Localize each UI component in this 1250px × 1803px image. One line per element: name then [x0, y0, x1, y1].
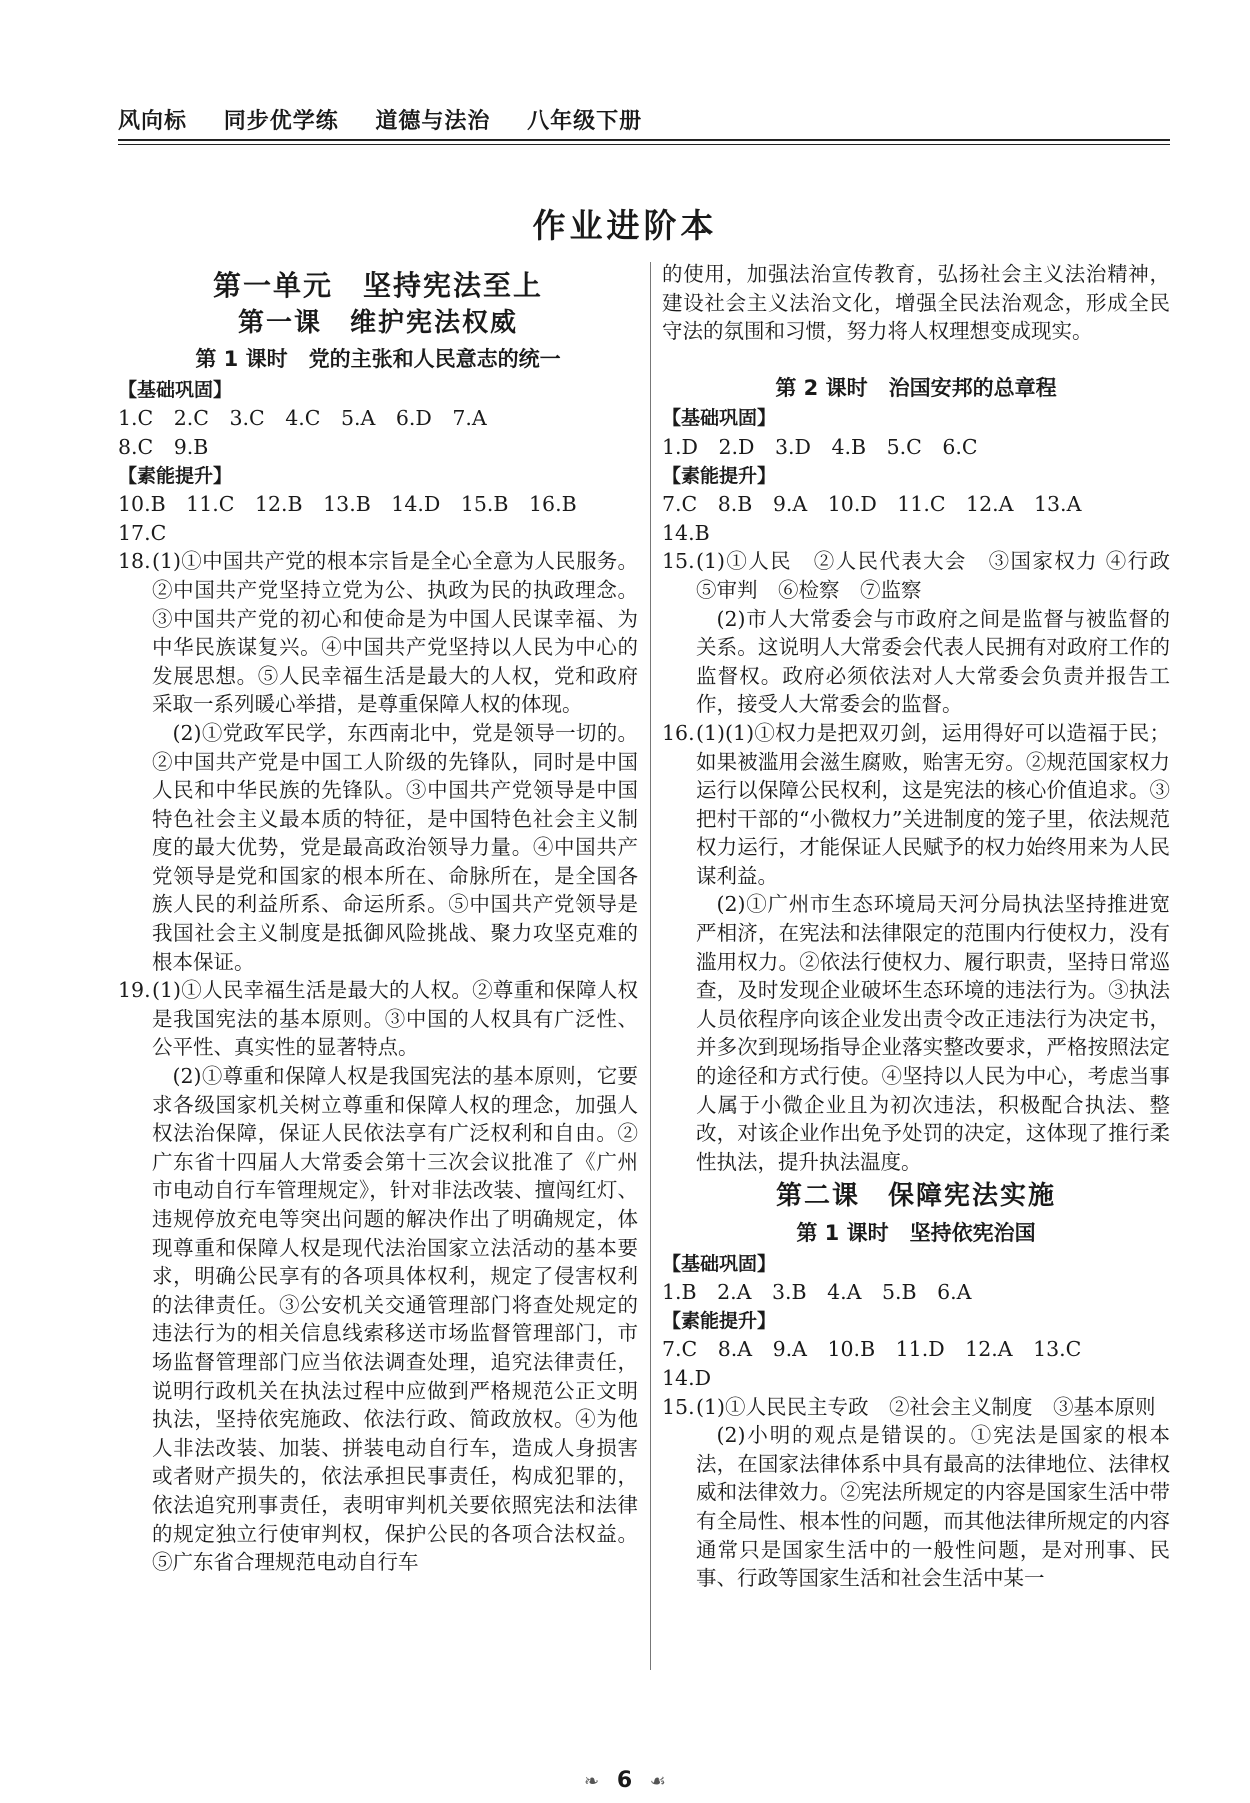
- header-series: 同步优学练: [223, 109, 339, 134]
- period-title: 第 1 课时 党的主张和人民意志的统一: [195, 347, 561, 372]
- header-rule-thin: [118, 144, 1170, 145]
- lesson-title: 第一课 维护宪法权威: [237, 307, 518, 338]
- answer-paragraph: (1)①中国共产党的根本宗旨是全心全意为人民服务。②中国共产党坚持立党为公、执政为民的执政理念。③中国共产党的初心和使命是为中国人民谋幸福、为中华民族谋复兴。④中国共产党坚持以人民为中心的发展思想。⑤人民幸福生活是最大的人权，党和政府采取一系列暖心举措，是尊重保障人权的体现。: [152, 549, 638, 717]
- answer-line: 17.C: [118, 520, 167, 545]
- question-16: [662, 719, 1170, 1177]
- answer-paragraph: (2)小明的观点是错误的。①宪法是国家的根本法，在国家法律体系中具有最高的法律地位、法律权威和法律效力。②宪法所规定的内容是国家生活中带有全局性、根本性的问题，而其他法律所规定的内容通常只是国家生活中的一般性问题，是对刑事、民事、行政等国家生活和社会生活中某一: [696, 1423, 1170, 1591]
- lesson-title: 第二课 保障宪法实施: [775, 1181, 1056, 1212]
- unit-title: 第一单元 坚持宪法至上: [212, 269, 543, 302]
- answer-paragraph: (1)①人民民主专政 ②社会主义制度 ③基本原则: [696, 1394, 1156, 1419]
- right-column: [662, 260, 1191, 1593]
- answer-paragraph: (2)市人大常委会与市政府之间是监督与被监督的关系。这说明人大常委会代表人民拥有对政府工作的监督权。政府必须依法对人大常委会负责并报告工作，接受人大常委会的监督。: [696, 606, 1170, 717]
- column-divider: [650, 262, 651, 1670]
- period-title: 第 2 课时 治国安邦的总章程: [775, 375, 1057, 400]
- question-number: 18.: [118, 549, 151, 574]
- section-label-basic: 【基础巩固】: [118, 378, 233, 401]
- section-label-basic: 【基础巩固】: [662, 1252, 777, 1275]
- answer-paragraph: (1)①人民 ②人民代表大会 ③国家权力 ④行政 ⑤审判 ⑥检察 ⑦监察: [696, 549, 1191, 602]
- page-footer: [0, 1768, 1250, 1793]
- running-header: [118, 104, 1170, 135]
- period-title: 第 1 课时 坚持依宪治国: [796, 1221, 1036, 1245]
- section-label-basic: 【基础巩固】: [662, 407, 777, 430]
- question-number: 16.: [662, 720, 695, 745]
- header-grade: 八年级下册: [527, 109, 643, 134]
- answer-line: 8.C 9.B: [118, 434, 209, 459]
- answer-line: 7.C 8.B 9.A 10.D 11.C 12.A 13.A: [662, 492, 1082, 517]
- right-ornament-icon: ☙: [649, 1771, 666, 1792]
- header-brand: 风向标: [118, 109, 188, 134]
- section-label-improve: 【素能提升】: [662, 1309, 777, 1332]
- answer-paragraph: (2)①尊重和保障人权是我国宪法的基本原则，它要求各级国家机关树立尊重和保障人权的理念，加强人权法治保障，保证人民依法享有广泛权利和自由。②广东省十四届人大常委会第十三次会议批准了《广州市电动自行车管理规定》，针对非法改装、擅闯红灯、违规停放充电等突出问题的解决作出了明确规定，体现尊重和保障人权是现代法治国家立法活动的基本要求，明确公民享有的各项具体权利，规定了侵害权利的法律责任。③公安机关交通管理部门将查处规定的违法行为的相关信息线索移送市场监督管理部门，市场监督管理部门应当依法调查处理，追究法律责任，说明行政机关在执法过程中应做到严格规范公正文明执法，坚持依宪施政、依法行政、简政放权。④为他人非法改装、加装、拼装电动自行车，造成人身损害或者财产损失的，依法承担民事责任，构成犯罪的，依法追究刑事责任，表明审判机关要依照宪法和法律的规定独立行使审判权，保护公民的各项合法权益。⑤广东省合理规范电动自行车: [152, 1064, 638, 1575]
- section-label-improve: 【素能提升】: [118, 464, 233, 487]
- question-15b: [662, 1393, 1170, 1593]
- answer-line: 14.D: [662, 1365, 712, 1390]
- continued-paragraph: 的使用，加强法治宣传教育，弘扬社会主义法治精神，建设社会主义法治文化，增强全民法治观念，形成全民守法的氛围和习惯，努力将人权理想变成现实。: [662, 262, 1170, 344]
- question-number: 15.: [662, 549, 695, 574]
- page-number: 6: [616, 1768, 633, 1793]
- question-18: [118, 547, 638, 976]
- question-number: 19.: [118, 978, 151, 1003]
- left-ornament-icon: ❧: [584, 1771, 600, 1792]
- answer-paragraph: (2)①广州市生态环境局天河分局执法坚持推进宽严相济，在宪法和法律限定的范围内行使权力，没有滥用权力。②依法行使权力、履行职责，坚持日常巡查，及时发现企业破坏生态环境的违法行为。③执法人员依程序向该企业发出责令改正违法行为决定书，并多次到现场指导企业落实整改要求，严格按照法定的途径和方式行使。④坚持以人民为中心，考虑当事人属于小微企业且为初次违法，积极配合执法、整改，对该企业作出免予处罚的决定，这体现了推行柔性执法，提升执法温度。: [696, 892, 1170, 1174]
- answer-line: 10.B 11.C 12.B 13.B 14.D 15.B 16.B: [118, 492, 577, 517]
- answer-line: 7.C 8.A 9.A 10.B 11.D 12.A 13.C: [662, 1337, 1082, 1362]
- question-number: 15.: [662, 1394, 695, 1419]
- answer-line: 14.B: [662, 520, 710, 545]
- left-column: [118, 260, 638, 1577]
- answer-line: 1.D 2.D 3.D 4.B 5.C 6.C: [662, 434, 978, 459]
- answer-paragraph: (1)①人民幸福生活是最大的人权。②尊重和保障人权是我国宪法的基本原则。③中国的人权具有广泛性、公平性、真实性的显著特点。: [152, 978, 638, 1060]
- page-title: 作业进阶本: [532, 206, 718, 245]
- question-19: [118, 976, 638, 1576]
- answer-line: 1.C 2.C 3.C 4.C 5.A 6.D 7.A: [118, 406, 487, 431]
- answer-line: 1.B 2.A 3.B 4.A 5.B 6.A: [662, 1280, 972, 1305]
- section-label-improve: 【素能提升】: [662, 464, 777, 487]
- header-subject: 道德与法治: [375, 109, 491, 134]
- answer-paragraph: (1)(1)①权力是把双刃剑，运用得好可以造福于民；如果被滥用会滋生腐败，贻害无穷。②规范国家权力运行以保障公民权利，这是宪法的核心价值追求。③把村干部的“小微权力”关进制度的笼子里，依法规范权力运行，才能保证人民赋予的权力始终用来为人民谋利益。: [696, 720, 1170, 888]
- answer-paragraph: (2)①党政军民学，东西南北中，党是领导一切的。②中国共产党是中国工人阶级的先锋队，同时是中国人民和中华民族的先锋队。③中国共产党领导是中国特色社会主义最本质的特征，是中国特色社会主义制度的最大优势，党是最高政治领导力量。④中国共产党领导是党和国家的根本所在、命脉所在，是全国各族人民的利益所系、命运所系。⑤中国共产党领导是我国社会主义制度是抵御风险挑战、聚力攻坚克难的根本保证。: [152, 720, 638, 974]
- question-15: [662, 547, 1191, 719]
- header-rule: [118, 139, 1170, 141]
